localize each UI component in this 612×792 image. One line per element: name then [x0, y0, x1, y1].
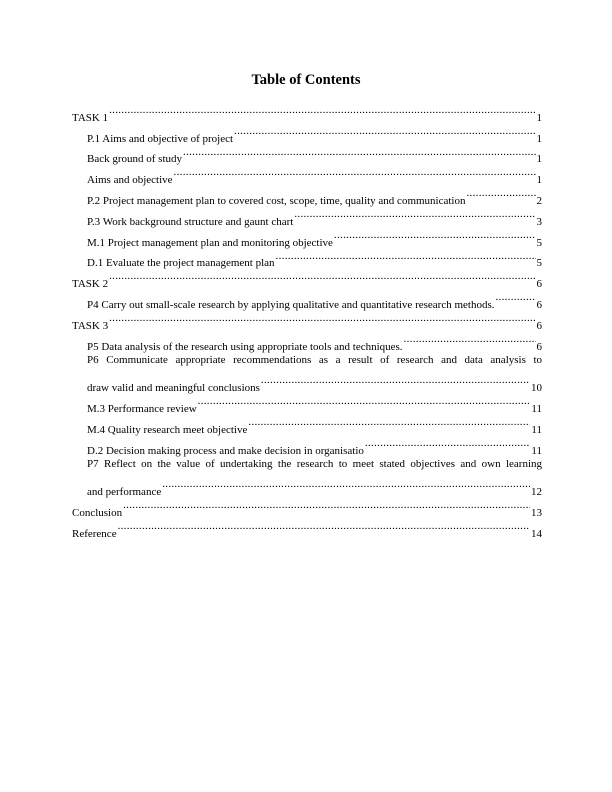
toc-entry-label: P4 Carry out small-scale research by applying qualitative and quantitative research methods.: [87, 298, 495, 311]
toc-entry-page: 12: [531, 486, 542, 499]
toc-entry-label: D.2 Decision making process and make decision in organisatio: [87, 444, 364, 457]
dot-leader: [109, 266, 535, 287]
dot-leader: [118, 516, 530, 537]
dot-leader: [183, 142, 535, 163]
toc-entry-page: 11: [531, 402, 542, 415]
toc-entry-label: Conclusion: [72, 506, 123, 519]
toc-entry-page: 6: [536, 319, 542, 332]
toc-entry-conclusion[interactable]: [72, 495, 542, 519]
dot-leader: [365, 433, 531, 454]
toc-entry-reference[interactable]: [72, 516, 542, 540]
toc-entry-page: 1: [536, 111, 542, 124]
toc-entry-label-line1: P7 Reflect on the value of undertaking the research to meet stated objectives and own learning: [87, 457, 542, 470]
dot-leader: [162, 474, 530, 495]
toc-entry-label-line1: P6 Communicate appropriate recommendations as a result of research and data analysis to: [87, 353, 542, 366]
toc-entry-label: P.1 Aims and objective of project: [87, 132, 234, 145]
toc-entry-page: 2: [536, 194, 542, 207]
toc-entry-p4[interactable]: [72, 287, 542, 311]
dot-leader: [109, 308, 535, 329]
toc-entry-label: TASK 2: [72, 278, 109, 291]
toc-entry-label: Aims and objective: [87, 174, 173, 187]
dot-leader: [276, 246, 536, 267]
toc-entry-label-line2: draw valid and meaningful conclusions: [87, 382, 260, 395]
toc-entry-page: 10: [531, 382, 542, 395]
toc-entry-label: M.4 Quality research meet objective: [87, 423, 248, 436]
toc-entry-label: M.1 Project management plan and monitoring objective: [87, 236, 333, 249]
dot-leader: [404, 329, 536, 350]
toc-entry-label: Back ground of study: [87, 153, 183, 166]
toc-entry-p6[interactable]: [72, 350, 542, 395]
toc-entry-label: Reference: [72, 527, 117, 540]
table-of-contents: [72, 100, 542, 540]
dot-leader: [248, 412, 530, 433]
dot-leader: [334, 225, 536, 246]
toc-entry-task-3[interactable]: [72, 308, 542, 332]
toc-entry-label: P5 Data analysis of the research using appropriate tools and techniques.: [87, 340, 403, 353]
toc-entry-p1[interactable]: [72, 121, 542, 145]
toc-entry-page: 1: [536, 153, 542, 166]
toc-entry-page: 11: [531, 423, 542, 436]
toc-entry-page: 5: [536, 257, 542, 270]
toc-entry-label: TASK 3: [72, 319, 109, 332]
toc-entry-page: 1: [536, 174, 542, 187]
dot-leader: [495, 287, 535, 308]
toc-entry-page: 6: [536, 298, 542, 311]
dot-leader: [123, 495, 530, 516]
dot-leader: [234, 121, 535, 142]
toc-entry-page: 6: [536, 278, 542, 291]
dot-leader: [109, 100, 535, 121]
dot-leader: [294, 204, 535, 225]
toc-entry-label: P.3 Work background structure and gaunt chart: [87, 215, 294, 228]
toc-entry-label: TASK 1: [72, 111, 109, 124]
toc-entry-page: 3: [536, 215, 542, 228]
toc-entry-label-line2: and performance: [87, 486, 162, 499]
toc-title: Table of Contents: [251, 72, 361, 88]
toc-entry-page: 11: [531, 444, 542, 457]
dot-leader: [198, 391, 531, 412]
dot-leader: [261, 370, 530, 391]
toc-entry-page: 14: [531, 527, 542, 540]
toc-entry-page: 13: [531, 506, 542, 519]
toc-entry-label: D.1 Evaluate the project management plan: [87, 257, 275, 270]
toc-entry-task-2[interactable]: [72, 266, 542, 291]
toc-entry-page: 1: [536, 132, 542, 145]
toc-entry-page: 5: [536, 236, 542, 249]
toc-entry-p7[interactable]: [72, 454, 542, 499]
toc-entry-label: M.3 Performance review: [87, 402, 197, 415]
toc-entry-label: P.2 Project management plan to covered cost, scope, time, quality and communication: [87, 194, 466, 207]
toc-entry-page: 6: [536, 340, 542, 353]
toc-entry-p5[interactable]: [72, 329, 542, 353]
toc-entry-task-1[interactable]: [72, 100, 542, 124]
dot-leader: [174, 162, 536, 183]
dot-leader: [467, 183, 536, 204]
